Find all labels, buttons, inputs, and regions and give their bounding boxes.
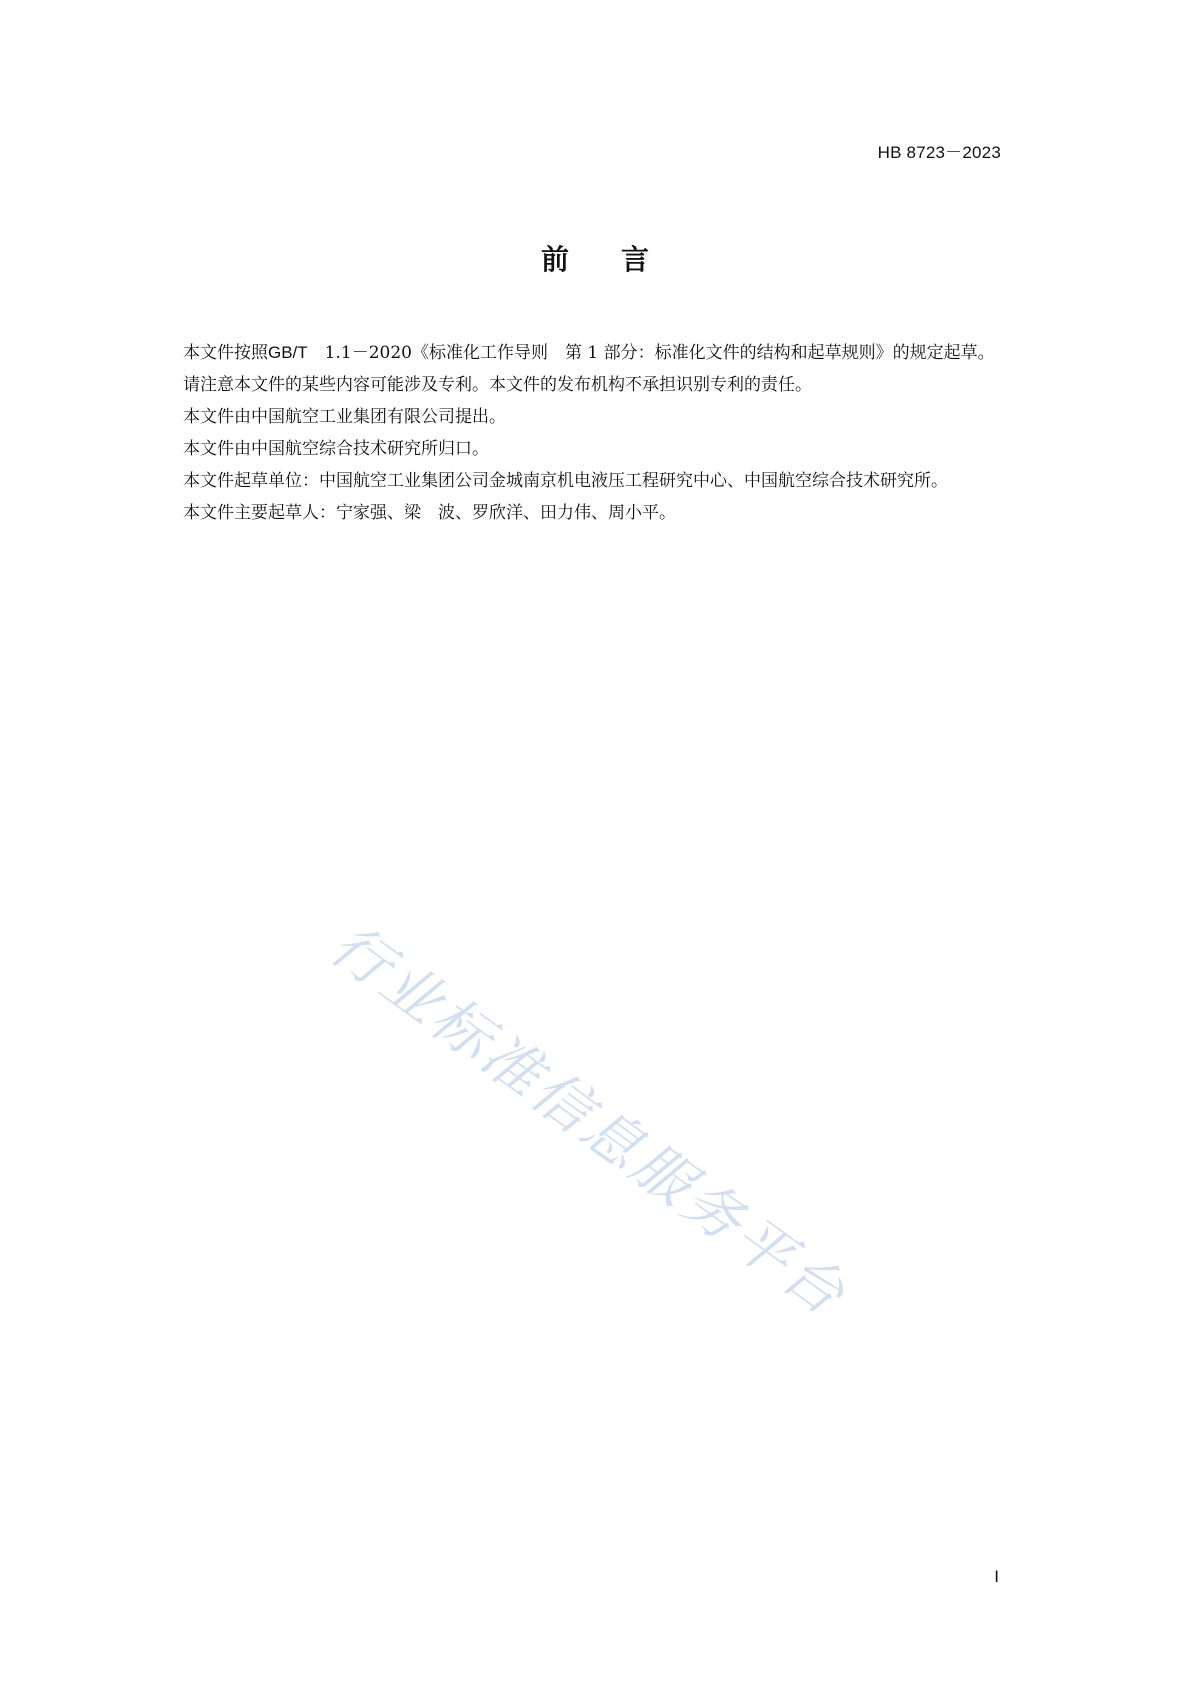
document-code: HB 8723－2023 <box>877 143 1001 162</box>
paragraph-drafting-units: 本文件起草单位：中国航空工业集团公司金城南京机电液压工程研究中心、中国航空综合技术研究所。 <box>183 471 948 491</box>
paragraph-patent-notice: 请注意本文件的某些内容可能涉及专利。本文件的发布机构不承担识别专利的责任。 <box>183 375 812 395</box>
paragraph-text: 本文件按照 <box>183 343 268 363</box>
paragraph-text: 本文件主要起草人：宁家强、梁 <box>183 503 421 523</box>
paragraph-drafters <box>143 497 1079 529</box>
paragraph-text: 波、罗欣洋、田力伟、周小平。 <box>438 503 676 523</box>
paragraph-drafting-rules <box>143 337 1079 369</box>
page-number: I <box>994 1567 999 1586</box>
paragraph-proposer: 本文件由中国航空工业集团有限公司提出。 <box>183 407 506 427</box>
watermark: 行业标准信息服务平台 <box>318 910 860 1330</box>
paragraph-administrator: 本文件由中国航空综合技术研究所归口。 <box>183 439 489 459</box>
paragraph-text: 1.1－2020《标准化工作导则 <box>324 343 548 363</box>
paragraph-text: 第 1 部分：标准化文件的结构和起草规则》的规定起草。 <box>564 343 995 363</box>
preface-body <box>143 337 1079 529</box>
page-title: 前言 <box>540 243 701 276</box>
standard-code: GB/T <box>268 343 308 362</box>
